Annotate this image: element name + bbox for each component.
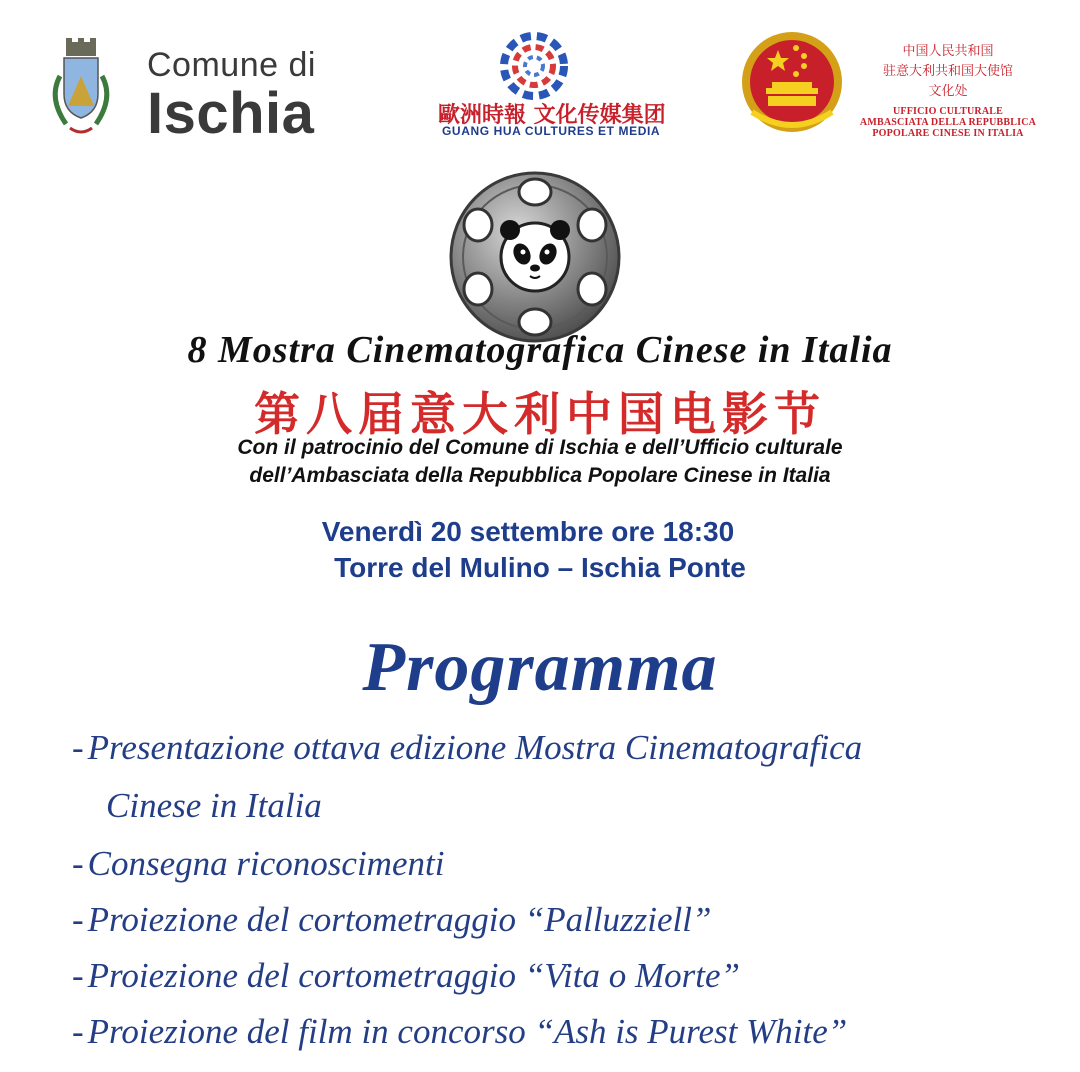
program-item xyxy=(72,1012,1062,1052)
embassy-italian-line2: AMBASCIATA DELLA REPUBBLICA xyxy=(859,117,1037,128)
program-item-text: Consegna riconoscimenti xyxy=(87,844,445,883)
guanghua-logo-icon xyxy=(498,30,570,102)
program-item xyxy=(72,900,1062,940)
list-dash: - xyxy=(72,844,84,883)
guanghua-chinese-name: 歐洲時報 文化传媒集团 xyxy=(438,103,666,128)
program-item xyxy=(72,844,1062,884)
festival-title: 8 Mostra Cinematografica Cinese in Italia xyxy=(187,329,893,371)
program-item-text: Proiezione del cortometraggio “Vita o Morte” xyxy=(87,956,740,995)
program-item xyxy=(72,956,1062,996)
patronage-line1: Con il patrocinio del Comune di Ischia e dell’Ufficio culturale xyxy=(237,436,843,459)
program-list xyxy=(72,728,1062,1052)
program-heading: Programma xyxy=(362,629,718,706)
program-item-text: Presentazione ottava edizione Mostra Cinematografica xyxy=(87,728,863,767)
ischia-crest-icon xyxy=(44,36,118,144)
event-venue: Torre del Mulino – Ischia Ponte xyxy=(334,552,746,583)
china-emblem-icon xyxy=(738,28,846,140)
embassy-chinese-line1: 中国人民共和国 xyxy=(902,44,994,59)
film-reel-panda-icon xyxy=(448,170,622,344)
festival-title-chinese: 第八届意大利中国电影节 xyxy=(254,387,826,441)
program-item-text: Proiezione del cortometraggio “Palluzziell” xyxy=(87,900,712,939)
list-dash: - xyxy=(72,728,84,767)
comune-name-line1: Comune di xyxy=(147,46,316,84)
event-date-time: Venerdì 20 settembre ore 18:30 xyxy=(321,516,735,547)
list-dash: - xyxy=(72,900,84,939)
guanghua-latin-name: GUANG HUA CULTURES ET MEDIA xyxy=(442,124,661,138)
embassy-chinese-line2: 驻意大利共和国大使馆 xyxy=(882,64,1013,79)
program-item-text: Proiezione del film in concorso “Ash is Purest White” xyxy=(87,1012,848,1051)
list-dash: - xyxy=(72,1012,84,1051)
embassy-italian-line1: UFFICIO CULTURALE xyxy=(893,106,1003,117)
list-dash: - xyxy=(72,956,84,995)
embassy-chinese-line3: 文化处 xyxy=(928,84,968,99)
program-item-continuation: Cinese in Italia xyxy=(106,786,322,825)
patronage-line2: dell’Ambasciata della Repubblica Popolare Cinese in Italia xyxy=(249,464,831,487)
program-item xyxy=(72,728,1062,768)
comune-name-line2: Ischia xyxy=(147,81,315,146)
embassy-italian-line3: POPOLARE CINESE IN ITALIA xyxy=(872,128,1024,139)
